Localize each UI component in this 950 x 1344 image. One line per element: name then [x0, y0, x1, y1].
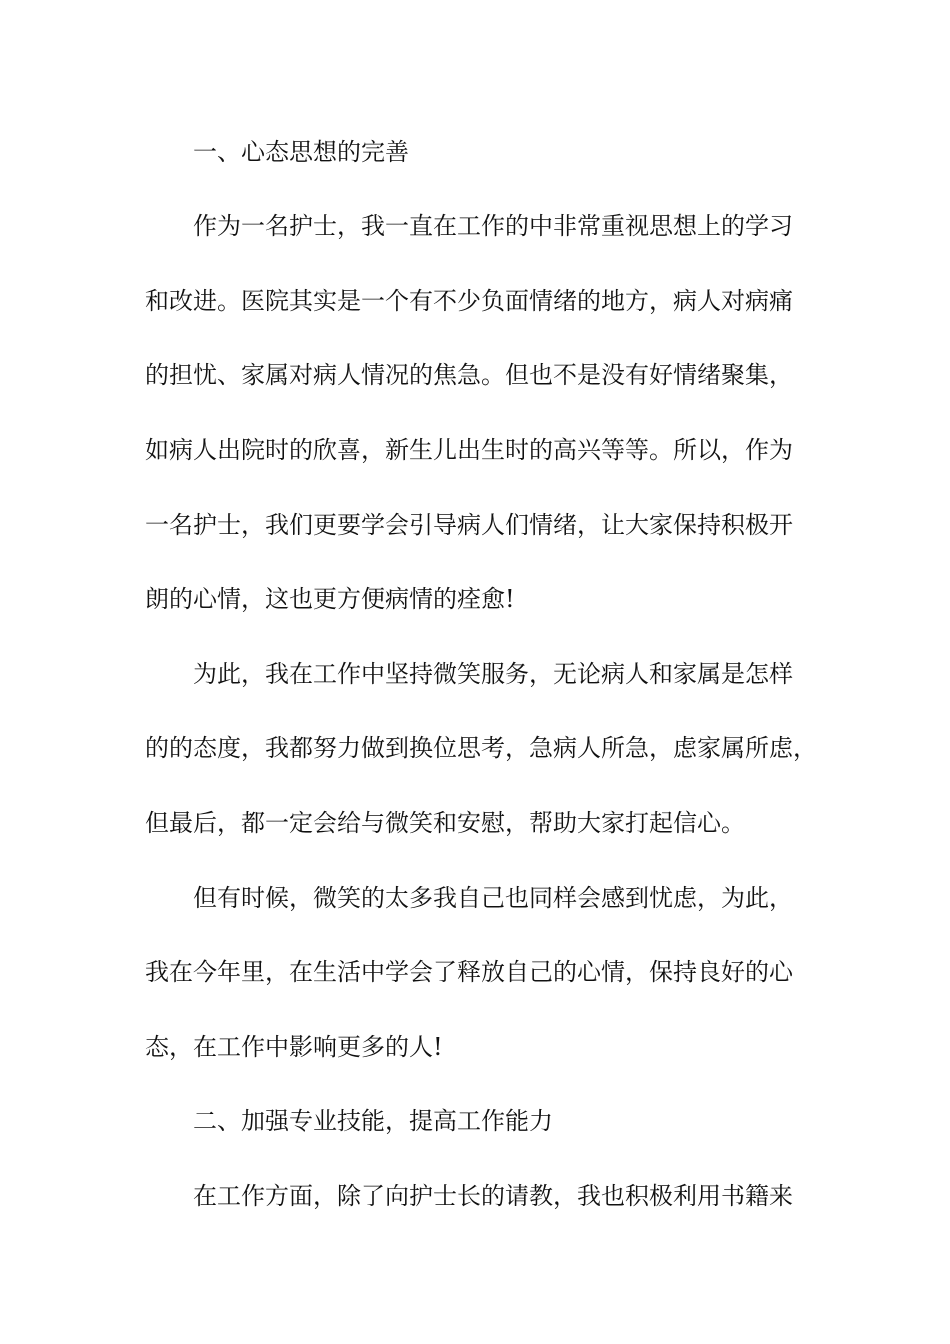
paragraph-line: 的的态度，我都努力做到换位思考，急病人所急，虑家属所虑，: [145, 734, 817, 762]
paragraph-line: 但有时候，微笑的太多我自己也同样会感到忧虑，为此，: [193, 884, 793, 912]
section-heading-2: 二、加强专业技能，提高工作能力: [193, 1107, 553, 1135]
paragraph-line: 态，在工作中影响更多的人!: [145, 1033, 443, 1061]
paragraph-line: 在工作方面，除了向护士长的请教，我也积极利用书籍来: [193, 1182, 793, 1210]
section-heading-1: 一、心态思想的完善: [193, 138, 409, 166]
paragraph-line: 和改进。医院其实是一个有不少负面情绪的地方，病人对病痛: [145, 287, 793, 315]
paragraph-line: 我在今年里，在生活中学会了释放自己的心情，保持良好的心: [145, 958, 793, 986]
paragraph-line: 作为一名护士，我一直在工作的中非常重视思想上的学习: [193, 212, 793, 240]
paragraph-line: 一名护士，我们更要学会引导病人们情绪，让大家保持积极开: [145, 511, 793, 539]
paragraph-line: 朗的心情，这也更方便病情的痊愈!: [145, 585, 515, 613]
paragraph-line: 如病人出院时的欣喜，新生儿出生时的高兴等等。所以，作为: [145, 436, 793, 464]
paragraph-line: 为此，我在工作中坚持微笑服务，无论病人和家属是怎样: [193, 660, 793, 688]
paragraph-line: 但最后，都一定会给与微笑和安慰，帮助大家打起信心。: [145, 809, 745, 837]
paragraph-line: 的担忧、家属对病人情况的焦急。但也不是没有好情绪聚集，: [145, 361, 793, 389]
